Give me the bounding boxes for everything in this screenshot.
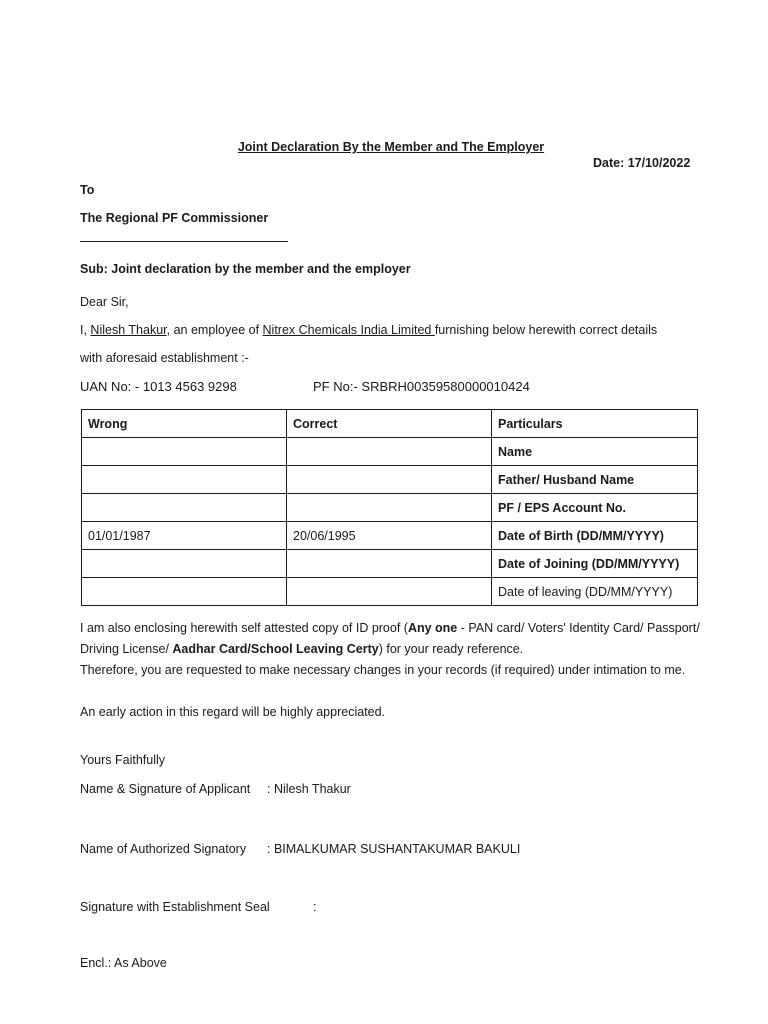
intro-text-1: I, xyxy=(80,323,91,337)
wrong-cell xyxy=(82,578,287,606)
correct-cell: 20/06/1995 xyxy=(287,522,492,550)
particulars-cell: Date of leaving (DD/MM/YYYY) xyxy=(492,578,698,606)
enclosure-note: Encl.: As Above xyxy=(80,956,167,970)
recipient: The Regional PF Commissioner xyxy=(80,211,269,225)
applicant-label: Name & Signature of Applicant xyxy=(80,782,251,796)
header-wrong: Wrong xyxy=(82,410,287,438)
request-paragraph: Therefore, you are requested to make necessary changes in your records (if required) under intimation to me. xyxy=(80,663,686,677)
establishment-seal-colon: : xyxy=(313,900,317,914)
enclosing-text-e: ) for your ready reference. xyxy=(378,642,524,656)
table-row xyxy=(82,438,698,466)
establishment-seal-label: Signature with Establishment Seal xyxy=(80,900,270,914)
header-particulars: Particulars xyxy=(492,410,698,438)
correction-table xyxy=(81,409,698,606)
authorized-signatory-label: Name of Authorized Signatory xyxy=(80,842,247,856)
intro-line xyxy=(80,323,657,337)
table-row xyxy=(82,578,698,606)
declaration-date: Date: 17/10/2022 xyxy=(593,156,691,170)
wrong-cell xyxy=(82,466,287,494)
table-header-row xyxy=(82,410,698,438)
particulars-cell: PF / EPS Account No. xyxy=(492,494,698,522)
header-correct: Correct xyxy=(287,410,492,438)
correct-cell xyxy=(287,438,492,466)
applicant-value: : Nilesh Thakur xyxy=(267,782,351,796)
document-title: Joint Declaration By the Member and The Employer xyxy=(237,140,545,154)
intro-line-2: with aforesaid establishment :- xyxy=(80,351,249,365)
member-name: Nilesh Thakur xyxy=(90,323,167,337)
wrong-cell: 01/01/1987 xyxy=(82,522,287,550)
particulars-cell: Name xyxy=(492,438,698,466)
correct-cell xyxy=(287,494,492,522)
enclosing-any-one: Any one xyxy=(407,621,458,635)
correct-cell xyxy=(287,578,492,606)
pf-number: PF No:- SRBRH00359580000010424 xyxy=(313,379,530,394)
particulars-cell: Father/ Husband Name xyxy=(492,466,698,494)
wrong-cell xyxy=(82,494,287,522)
subject-line: Sub: Joint declaration by the member and the employer xyxy=(80,262,411,276)
table-row xyxy=(82,522,698,550)
particulars-cell: Date of Birth (DD/MM/YYYY) xyxy=(492,522,698,550)
correct-cell xyxy=(287,550,492,578)
correct-cell xyxy=(287,466,492,494)
intro-text-2: an employee of xyxy=(170,323,263,337)
company-name: Nitrex Chemicals India Limited xyxy=(262,323,435,337)
to-label: To xyxy=(80,183,95,197)
particulars-cell: Date of Joining (DD/MM/YYYY) xyxy=(492,550,698,578)
table-row xyxy=(82,494,698,522)
enclosing-text-c: - PAN card/ Voters' Identity Card/ Passport/ Driving License/ xyxy=(80,621,700,656)
wrong-cell xyxy=(82,550,287,578)
closing: Yours Faithfully xyxy=(80,753,165,767)
salutation: Dear Sir, xyxy=(80,295,129,309)
member-name-comma: , xyxy=(166,323,171,337)
table-row xyxy=(82,466,698,494)
enclosing-aadhar: Aadhar Card/School Leaving Certy xyxy=(172,642,379,656)
uan-number: UAN No: - 1013 4563 9298 xyxy=(80,379,237,394)
wrong-cell xyxy=(82,438,287,466)
enclosing-text-a: I am also enclosing herewith self attested copy of ID proof ( xyxy=(80,621,408,635)
intro-text-3: furnishing below herewith correct details xyxy=(434,323,658,337)
authorized-signatory-value: : BIMALKUMAR SUSHANTAKUMAR BAKULI xyxy=(267,842,521,856)
recipient-underline xyxy=(80,241,288,242)
table-row xyxy=(82,550,698,578)
early-action-paragraph: An early action in this regard will be highly appreciated. xyxy=(80,705,386,719)
enclosing-paragraph xyxy=(80,618,700,660)
